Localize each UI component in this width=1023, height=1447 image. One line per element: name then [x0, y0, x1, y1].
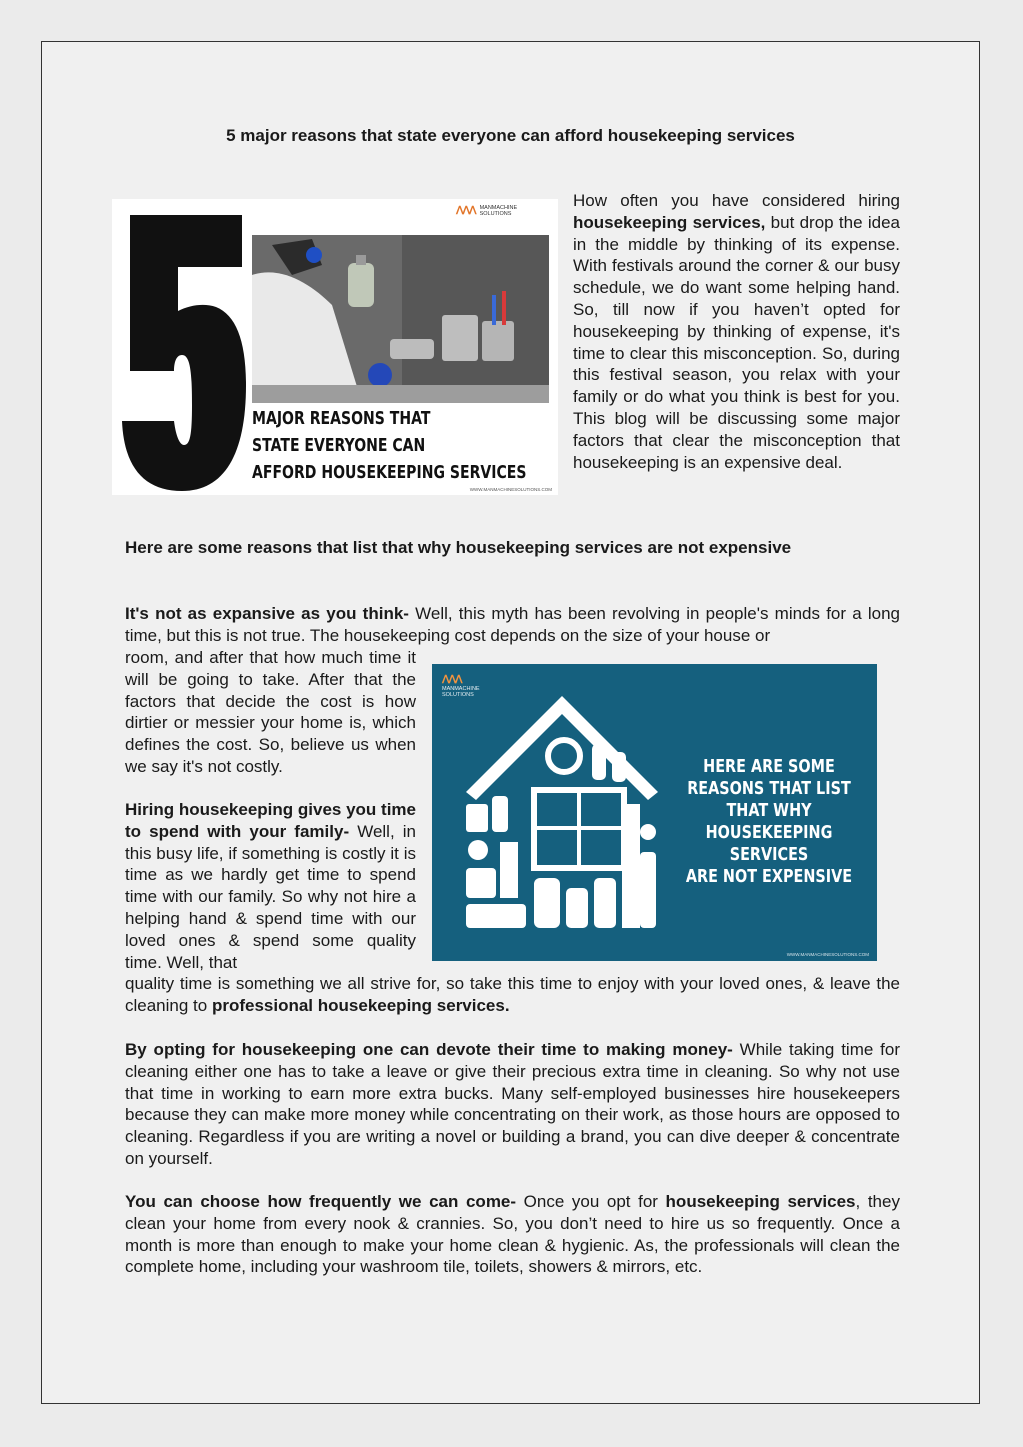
infographic-caption — [685, 756, 853, 888]
caption-line: MAJOR REASONS THAT — [252, 408, 431, 429]
reason-2-bold-link: professional housekeeping services. — [211, 995, 510, 1015]
reason-1-heading: It's not as expansive as you think- — [125, 604, 409, 623]
reason-1-continued: room, and after that how much time it will be going to take. After that the factors that decide the cost is how dirtier or messier your home is, which defines the cost. So, believe us when we say it's not costly. — [125, 648, 416, 776]
bathroom-cleaning-illustration — [252, 235, 549, 403]
reason-3-text: While taking time for cleaning either one has to take a leave or give their precious extra time in cleaning. So why not use that time in working to earn more extra bucks. Many self-employed businesses hire housekeepers because they can make more money while concentrating on their work, as those hours are opposed to cleaning. Regardless if you are writing a novel or building a brand, you can dive deeper & concentrate on yourself. — [125, 1040, 900, 1168]
reason-4-bold-text: housekeeping services — [665, 1192, 856, 1211]
caption-line: REASONS THAT LIST — [687, 778, 851, 799]
caption-line: THAT WHY — [726, 800, 812, 821]
caption-line: HERE ARE SOME — [703, 756, 835, 777]
caption-line: HOUSEKEEPING SERVICES — [705, 822, 833, 865]
document-title: 5 major reasons that state everyone can afford housekeeping services — [226, 126, 795, 145]
image-url: WWW.MANMACHINESOLUTIONS.COM — [469, 487, 552, 492]
reason-4-heading: You can choose how frequently we can come- — [125, 1192, 517, 1211]
reason-4-paragraph — [125, 1191, 900, 1278]
reason-2-text: Well, in this busy life, if something is costly it is time as we hardly get time to spend time with our family. So why not hire a helping hand & spend time with our loved ones & spend some quality time. Well, that — [125, 821, 416, 972]
reason-2-heading: Hiring housekeeping gives you time to spend with your family- — [125, 800, 416, 841]
intro-paragraph — [573, 190, 900, 473]
logo-mark-icon: ᐱᐱᐱ — [442, 674, 462, 686]
reason-3-paragraph — [125, 1039, 900, 1170]
intro-bold-text: housekeeping services, — [573, 212, 766, 232]
intro-text: How often you have considered hiring — [573, 191, 900, 210]
reason-2-text-rest: quality time is something we all strive for, so take this time to enjoy with your loved ones, & leave the cleaning to — [125, 974, 900, 1015]
house-cleaning-icon — [452, 692, 672, 942]
reason-1-paragraph — [125, 603, 900, 647]
featured-image-five-reasons — [112, 199, 558, 495]
logo-text-line2: SOLUTIONS — [479, 211, 512, 217]
brand-logo — [456, 205, 552, 217]
cleaning-photo — [252, 235, 549, 403]
reason-4-text-rest: , they clean your home from every nook & crannies. So, you don’t need to hire us so frequently. Once a month is more than enough to make your home clean & hygienic. As, the professionals will clean the complete home, including your washroom tile, toilets, showers & mirrors, etc. — [125, 1192, 900, 1277]
caption-line: STATE EVERYONE CAN — [252, 435, 426, 456]
intro-text-rest: but drop the idea in the middle by thinking of its expense. With festivals around the corner & our busy schedule, we do want some helping hand. So, till now if you haven’t opted for housekeeping by thinking of expense, it's time to clear this misconception. So, during this festival season, you relax with your family or do what you think is best for you. This blog will be discussing some major factors that clear the misconception that housekeeping is an expensive deal. — [573, 212, 900, 472]
document-page — [41, 41, 980, 1404]
logo-mark-icon: ᐱᐱᐱ — [456, 205, 476, 217]
caption-line: AFFORD HOUSEKEEPING SERVICES — [252, 462, 527, 483]
logo-text-line1: MANMACHINE — [442, 686, 480, 692]
section-subheading: Here are some reasons that list that why housekeeping services are not expensive — [125, 538, 792, 557]
reason-2-paragraph — [125, 799, 416, 973]
logo-text-line2: SOLUTIONS — [442, 692, 474, 698]
reasons-infographic-image — [432, 664, 877, 961]
logo-text-line1: MANMACHINE — [479, 205, 518, 211]
image-url: WWW.MANMACHINESOLUTIONS.COM — [786, 952, 869, 957]
reason-3-heading: By opting for housekeeping one can devote their time to making money- — [125, 1040, 733, 1059]
image-caption — [252, 405, 526, 486]
reason-2-continued — [125, 973, 900, 1017]
caption-line: ARE NOT EXPENSIVE — [685, 866, 853, 887]
reason-1-text: Well, this myth has been revolving in people's minds for a long time, but this is not true. The housekeeping cost depends on the size of your house or — [125, 604, 900, 645]
number-five-graphic — [120, 215, 246, 491]
reason-4-text: Once you opt for — [516, 1192, 666, 1211]
